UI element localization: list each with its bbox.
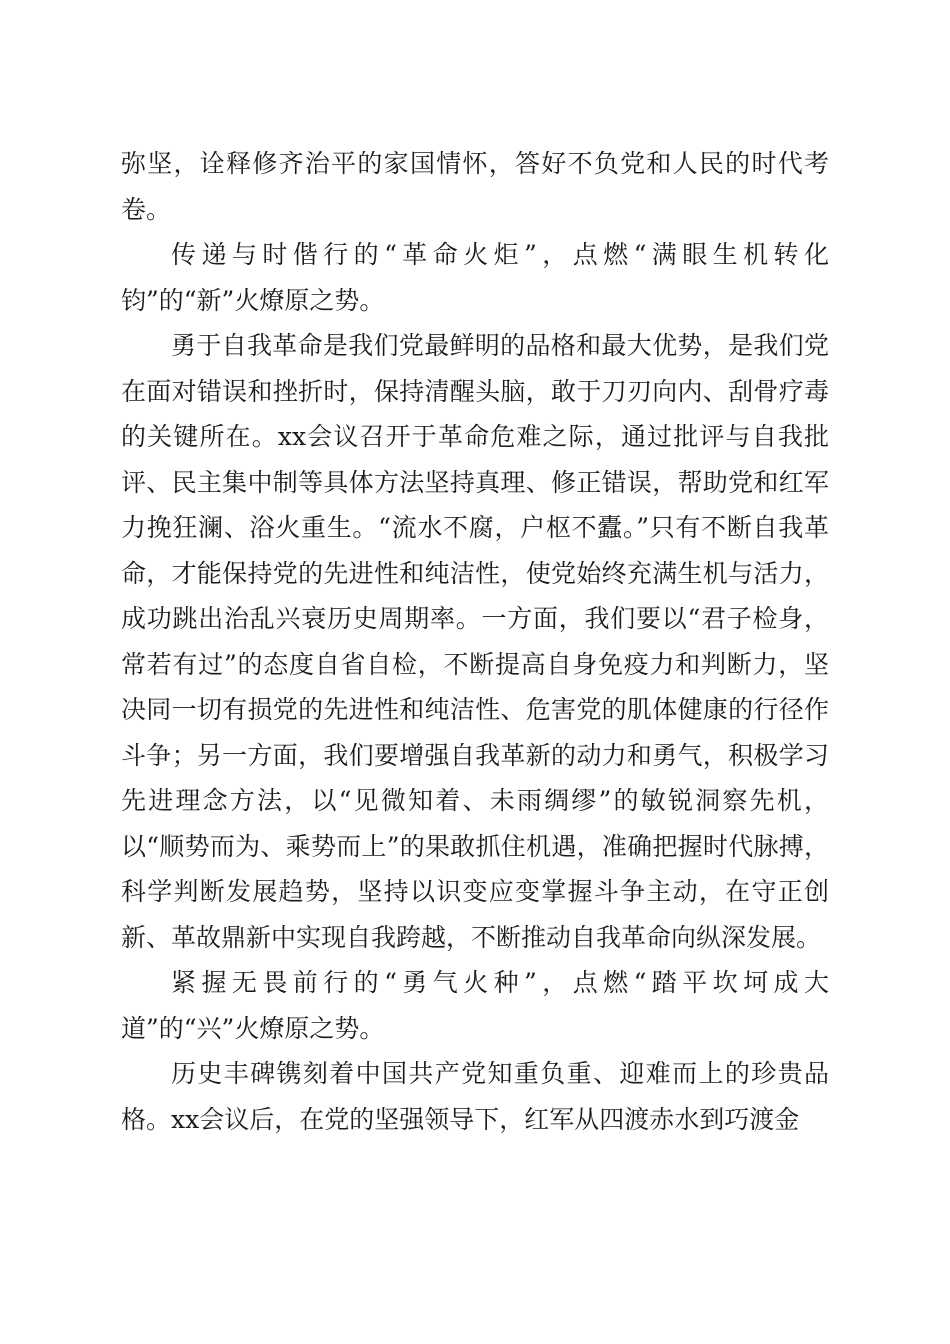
- paragraph-1: 弥坚，诠释修齐治平的家国情怀，答好不负党和人民的时代考卷。: [121, 149, 829, 224]
- paragraph-4-heading: 紧握无畏前行的“勇气火种”，点燃“踏平坎坷成大道”的“兴”火燎原之势。: [121, 968, 829, 1043]
- paragraph-2-heading: 传递与时偕行的“革命火炬”，点燃“满眼生机转化钧”的“新”火燎原之势。: [121, 240, 829, 315]
- paragraph-3: 勇于自我革命是我们党最鲜明的品格和最大优势，是我们党在面对错误和挫折时，保持清醒头脑，敢于刀刃向内、刮骨疗毒的关键所在。xx会议召开于革命危难之际，通过批评与自我批评、民主集中制等具体方法坚持真理、修正错误，帮助党和红军力挽狂澜、浴火重生。“流水不腐，户枢不蠹。”只有不断自我革命，才能保持党的先进性和纯洁性，使党始终充满生机与活力，成功跳出治乱兴衰历史周期率。一方面，我们要以“君子检身，常若有过”的态度自省自检，不断提高自身免疫力和判断力，坚决同一切有损党的先进性和纯洁性、危害党的肌体健康的行径作斗争；另一方面，我们要增强自我革新的动力和勇气，积极学习先进理念方法，以“见微知着、未雨绸缪”的敏锐洞察先机，以“顺势而为、乘势而上”的果敢抓住机遇，准确把握时代脉搏，科学判断发展趋势，坚持以识变应变掌握斗争主动，在守正创新、革故鼎新中实现自我跨越，不断推动自我革命向纵深发展。: [121, 331, 829, 952]
- document-body: [121, 141, 829, 1142]
- paragraph-5: 历史丰碑镌刻着中国共产党知重负重、迎难而上的珍贵品格。xx会议后，在党的坚强领导下，红军从四渡赤水到巧渡金: [121, 1059, 829, 1134]
